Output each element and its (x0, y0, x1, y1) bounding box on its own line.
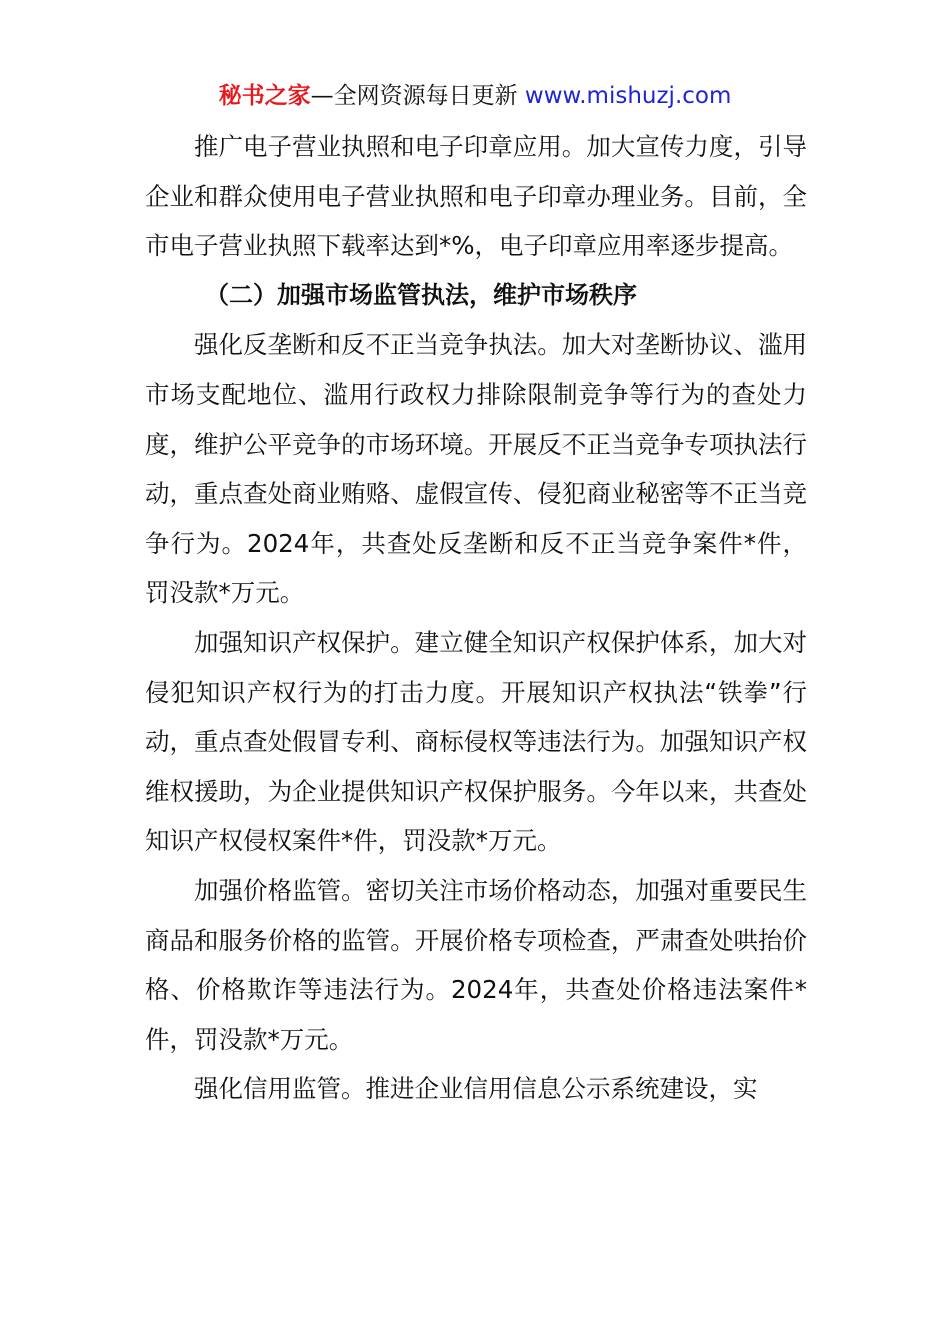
site-brand: 秘书之家 (218, 83, 311, 109)
site-header (0, 80, 950, 112)
section-heading: （二）加强市场监管执法，维护市场秩序 (205, 280, 637, 309)
site-url[interactable]: www.mishuzj.com (524, 83, 732, 109)
paragraph-price-supervision: 加强价格监管。密切关注市场价格动态，加强对重要民生商品和服务价格的监管。开展价格专项检查，严肃查处哄抬价格、价格欺诈等违法行为。2024年，共查处价格违法案件*件，罚没款*万元。 (145, 875, 807, 1054)
document-body (145, 122, 807, 1114)
paragraph-credit-supervision: 强化信用监管。推进企业信用信息公示系统建设，实 (194, 1074, 758, 1104)
paragraph-e-license: 推广电子营业执照和电子印章应用。加大宣传力度，引导企业和群众使用电子营业执照和电子印章办理业务。目前，全市电子营业执照下载率达到*%，电子印章应用率逐步提高。 (145, 132, 807, 261)
paragraph-ip-protection: 加强知识产权保护。建立健全知识产权保护体系，加大对侵犯知识产权行为的打击力度。开展知识产权执法“铁拳”行动，重点查处假冒专利、商标侵权等违法行为。加强知识产权维权援助，为企业提供知识产权保护服务。今年以来，共查处知识产权侵权案件*件，罚没款*万元。 (145, 627, 807, 856)
site-tagline: —全网资源每日更新 (310, 83, 518, 109)
paragraph-antitrust: 强化反垄断和反不正当竞争执法。加大对垄断协议、滥用市场支配地位、滥用行政权力排除限制竞争等行为的查处力度，维护公平竞争的市场环境。开展反不正当竞争专项执法行动，重点查处商业贿赂、虚假宣传、侵犯商业秘密等不正当竞争行为。2024年，共查处反垄断和反不正当竞争案件*件，罚没款*万元。 (145, 330, 807, 608)
